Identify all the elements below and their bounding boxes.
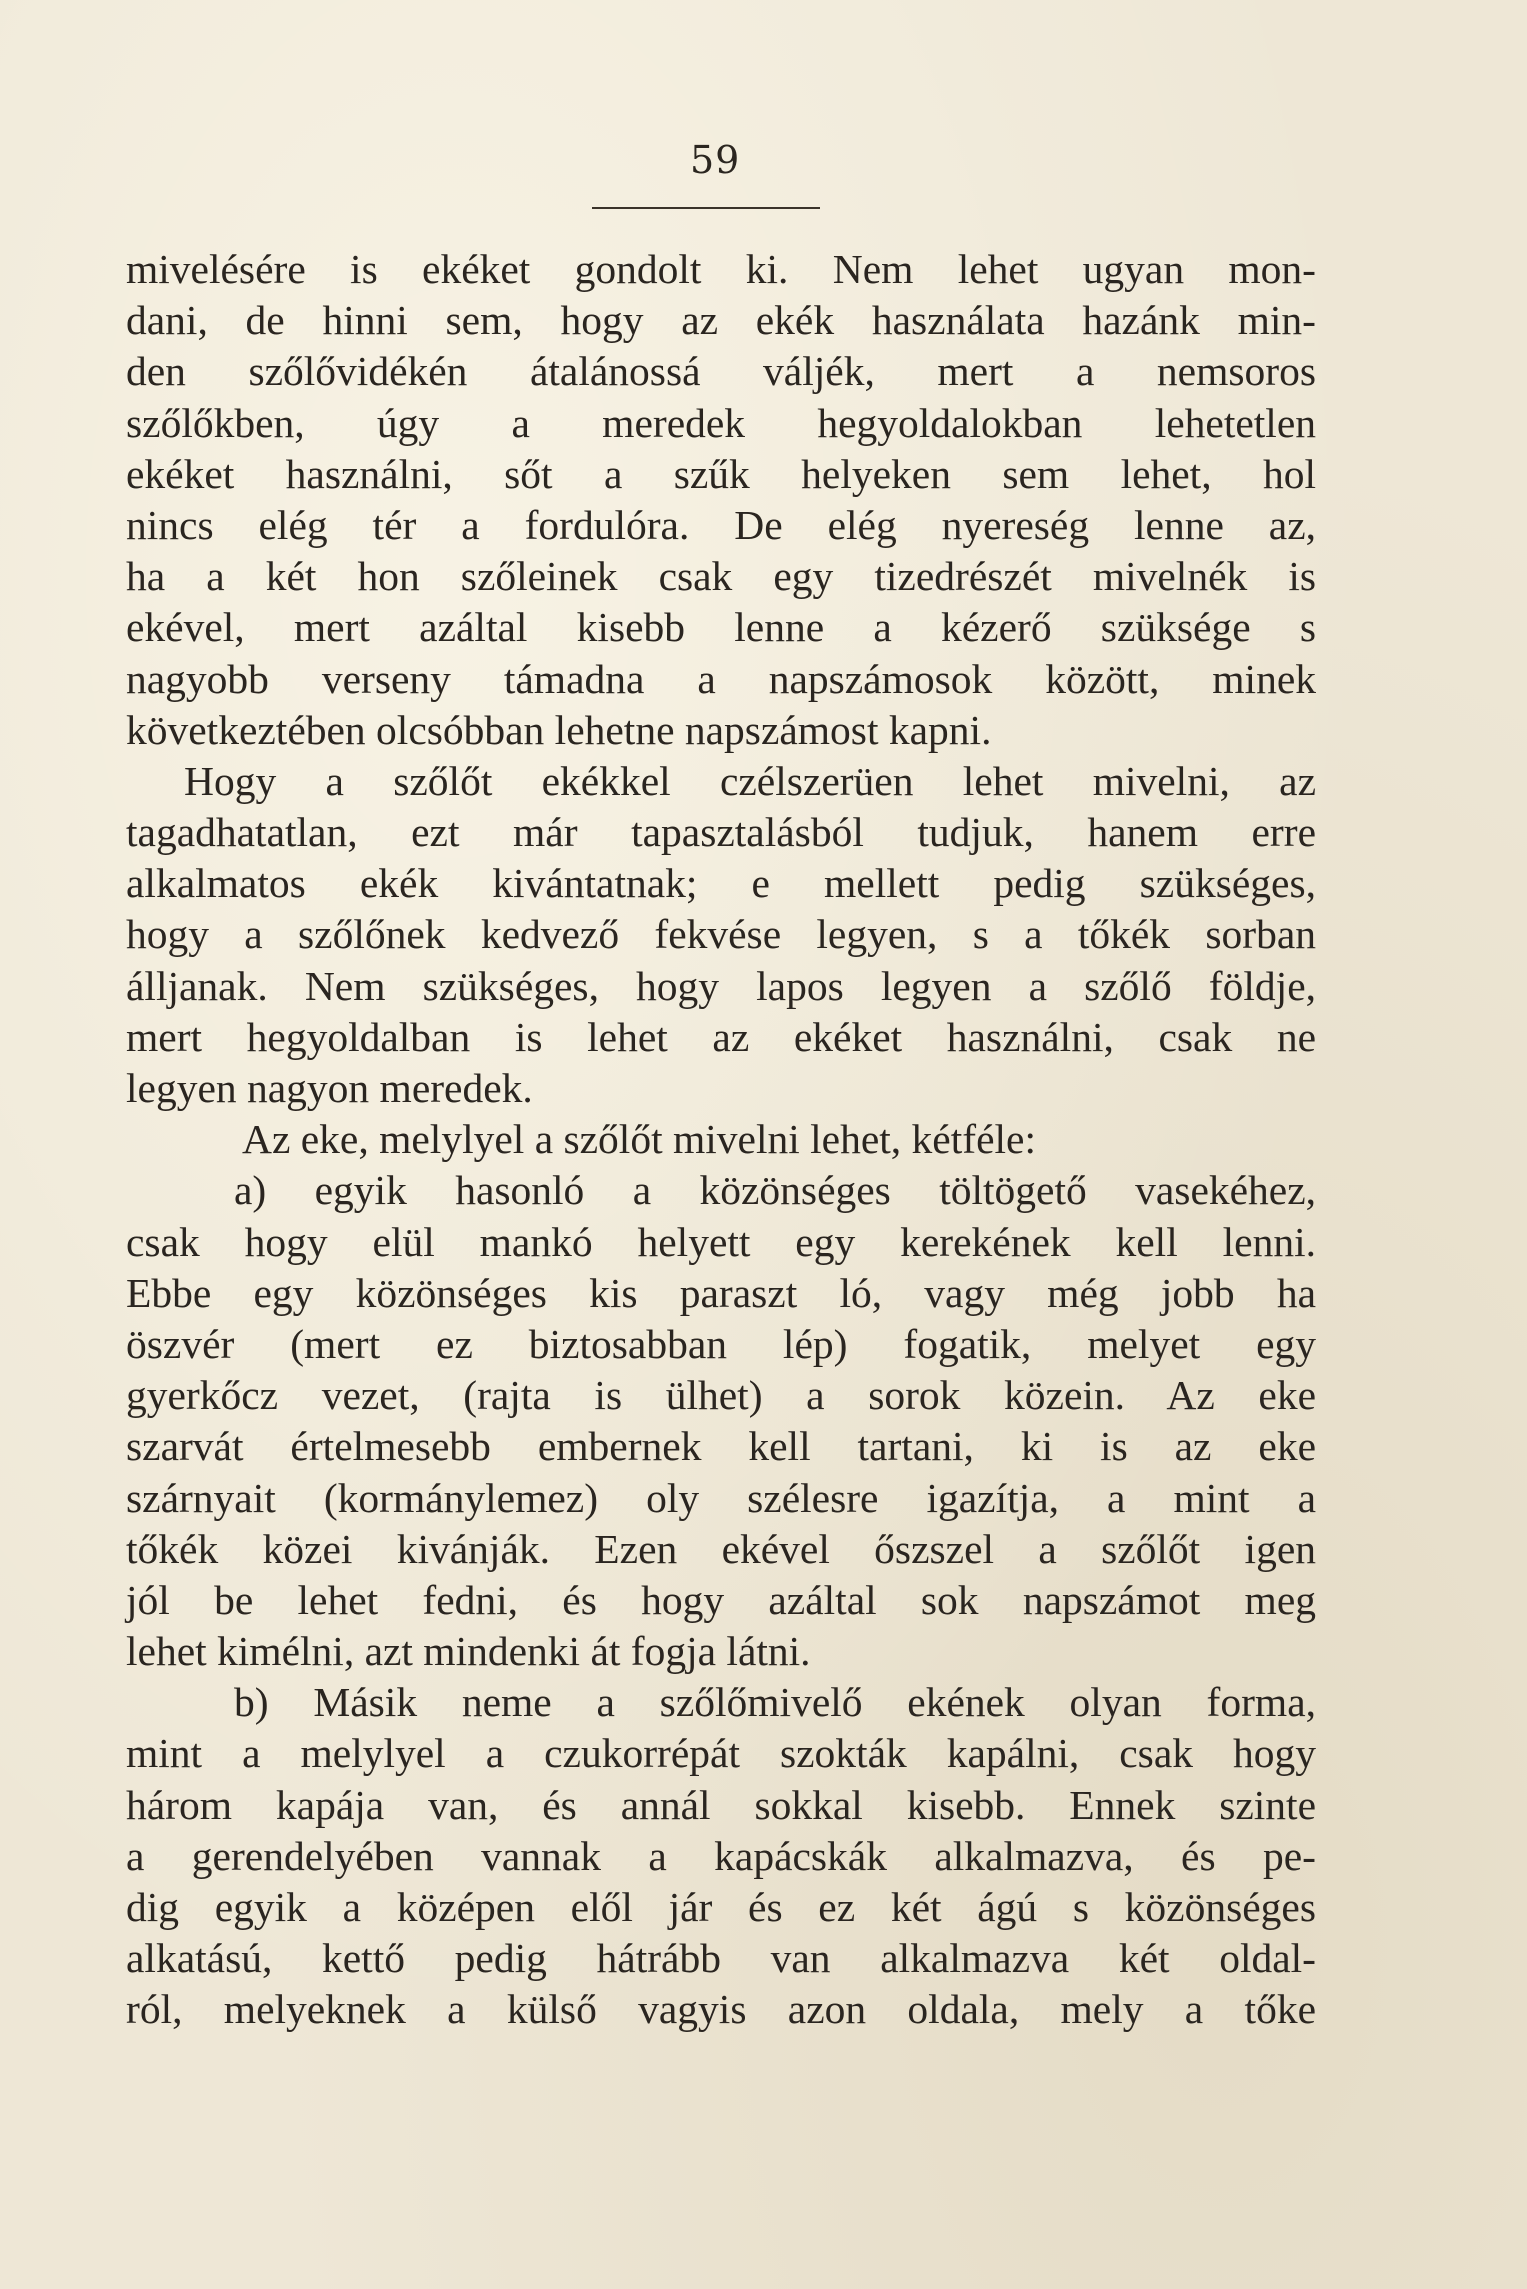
text-line: szarvát értelmesebb embernek kell tartani, ki is az eke — [126, 1423, 1316, 1470]
page-number: 59 — [690, 138, 741, 182]
text-line: következtében olcsóbban lehetne napszámost kapni. — [126, 706, 992, 753]
text-line: hogy a szőlőnek kedvező fekvése legyen, s a tőkék sorban — [126, 911, 1316, 958]
text-line: a gerendelyében vannak a kapácskák alkalmazva, és pe- — [126, 1832, 1316, 1879]
text-line: Ebbe egy közönséges kis paraszt ló, vagy még jobb ha — [126, 1269, 1316, 1316]
text-line: ekéket használni, sőt a szűk helyeken sem lehet, hol — [126, 450, 1316, 497]
text-line: dani, de hinni sem, hogy az ekék használata hazánk min- — [126, 297, 1316, 344]
text-line: alkalmatos ekék kivántatnak; e mellett pedig szükséges, — [126, 860, 1316, 907]
text-line: mert hegyoldalban is lehet az ekéket használni, csak ne — [126, 1013, 1316, 1060]
text-line: álljanak. Nem szükséges, hogy lapos legyen a szőlő földje, — [126, 962, 1316, 1009]
paragraph-start-line: a) egyik hasonló a közönséges töltögető vasekéhez, — [234, 1167, 1316, 1214]
text-line: öszvér (mert ez biztosabban lép) fogatik, melyet egy — [126, 1320, 1316, 1367]
text-line: dig egyik a középen elől jár és ez két ágú s közönséges — [126, 1884, 1316, 1930]
text-line: den szőlővidékén átalánossá váljék, mert a nemsoros — [126, 348, 1316, 395]
text-line: szőlőkben, úgy a meredek hegyoldalokban lehetetlen — [126, 399, 1316, 446]
text-line: tagadhatatlan, ezt már tapasztalásból tudjuk, hanem erre — [126, 809, 1316, 856]
paragraph-start-line: Az eke, melylyel a szőlőt mivelni lehet, kétféle: — [242, 1116, 1036, 1163]
text-line: gyerkőcz vezet, (rajta is ülhet) a sorok közein. Az eke — [126, 1372, 1316, 1419]
header-rule — [592, 207, 820, 209]
text-line: ekével, mert azáltal kisebb lenne a kézerő szüksége s — [126, 604, 1316, 651]
text-line: három kapája van, és annál sokkal kisebb. Ennek szinte — [126, 1781, 1316, 1828]
text-line: jól be lehet fedni, és hogy azáltal sok napszámot meg — [126, 1576, 1316, 1623]
paragraph-start-line: Hogy a szőlőt ekékkel czélszerüen lehet mivelni, az — [184, 757, 1316, 804]
text-line: legyen nagyon meredek. — [126, 1065, 533, 1111]
text-line: tőkék közei kivánják. Ezen ekével őszszel a szőlőt igen — [126, 1525, 1316, 1572]
text-line: ha a két hon szőleinek csak egy tizedrészét mivelnék is — [126, 553, 1316, 600]
text-line: ról, melyeknek a külső vagyis azon oldala, mely a tőke — [126, 1986, 1316, 2033]
text-line: mint a melylyel a czukorrépát szokták kapálni, csak hogy — [126, 1730, 1316, 1777]
text-line: alkatású, kettő pedig hátrább van alkalmazva két oldal- — [126, 1935, 1316, 1982]
body-text — [126, 244, 1316, 2036]
text-line: mivelésére is ekéket gondolt ki. Nem lehet ugyan mon- — [126, 246, 1316, 292]
text-line: nagyobb verseny támadna a napszámosok között, minek — [126, 655, 1316, 702]
paragraph-start-line: b) Másik neme a szőlőmivelő ekének olyan forma, — [234, 1679, 1316, 1726]
text-line: csak hogy elül mankó helyett egy kerekének kell lenni. — [126, 1218, 1316, 1265]
text-line: nincs elég tér a fordulóra. De elég nyereség lenne az, — [126, 501, 1316, 548]
text-line: lehet kimélni, azt mindenki át fogja látni. — [126, 1628, 811, 1675]
text-line: szárnyait (kormánylemez) oly szélesre igazítja, a mint a — [126, 1474, 1316, 1521]
